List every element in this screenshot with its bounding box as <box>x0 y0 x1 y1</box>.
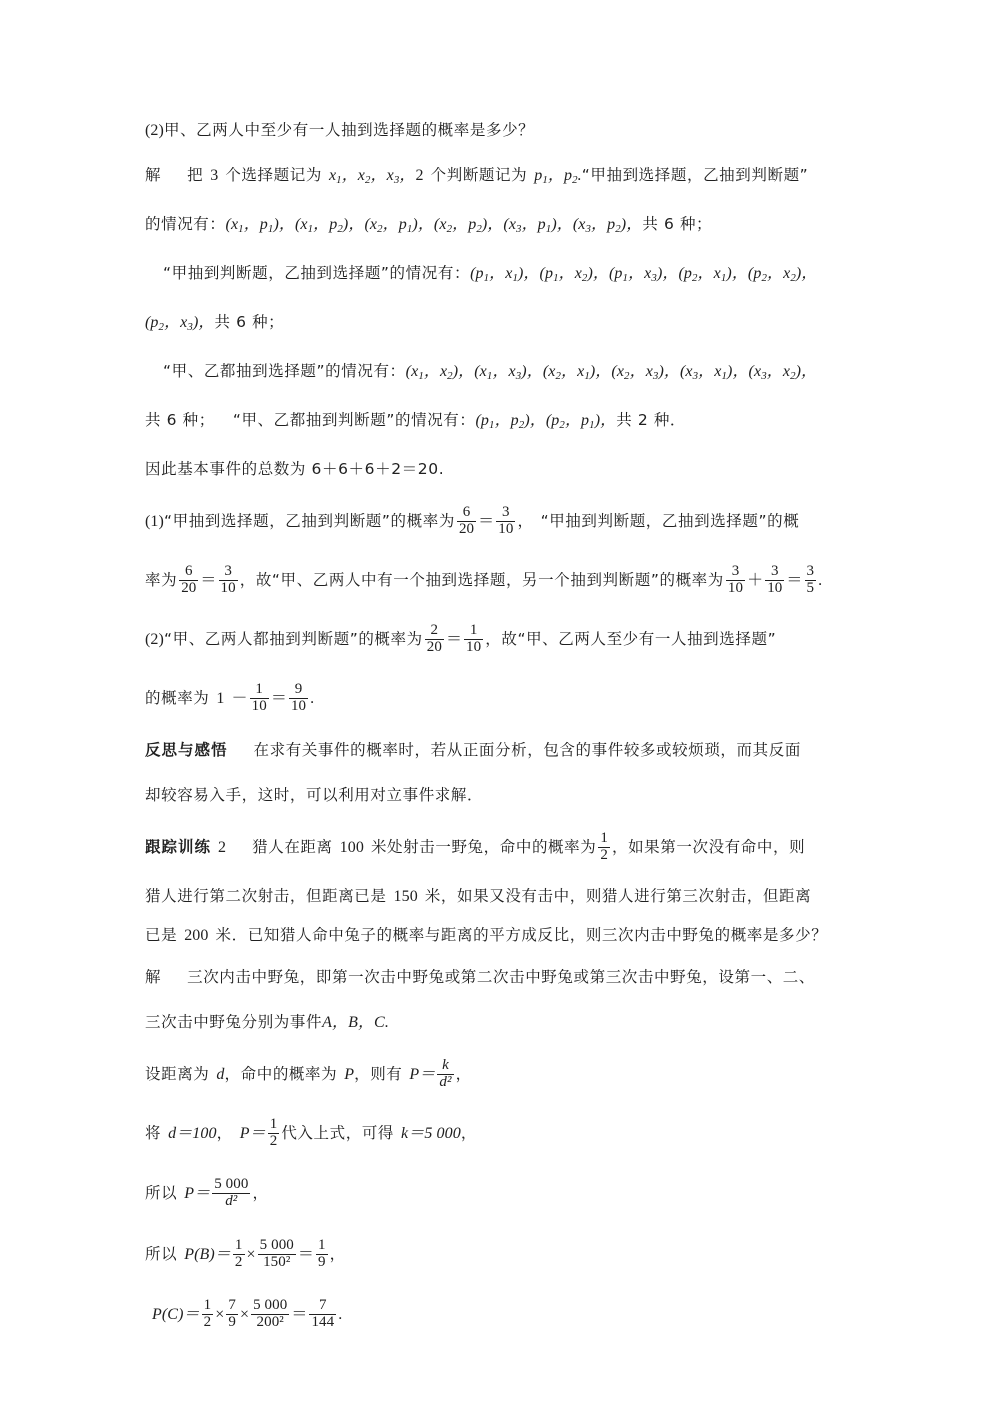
sol1-l1-n2: 2 <box>415 167 424 184</box>
fraction-numerator: 3 <box>496 505 515 522</box>
fraction-numerator: 1 <box>234 1237 243 1254</box>
ans2-one: 1 <box>216 690 225 708</box>
ans1-c: 率为 <box>145 571 178 590</box>
fraction-denominator: 20 <box>458 520 475 537</box>
sol2-l5-P: P＝ <box>184 1185 211 1203</box>
ans1-eq3: ＝ <box>786 572 803 590</box>
fraction-3-10 <box>496 505 515 537</box>
sol2-l4-k: k＝5 000 <box>401 1125 461 1143</box>
sol2-l4-P: P＝ <box>239 1125 266 1143</box>
fraction-denominator: 5 <box>806 579 815 596</box>
fraction-5000-d2 <box>212 1177 250 1209</box>
sol2-l4-a: 将 <box>145 1124 162 1143</box>
sol2-l7-period: . <box>338 1306 343 1324</box>
fraction-denominator: 10 <box>251 697 267 714</box>
ans2-b: ，故“甲、乙两人至少有一人抽到选择题” <box>485 630 777 649</box>
reflection-label: 反思与感悟 <box>145 741 228 760</box>
practice-l3-n: 200 <box>184 927 209 945</box>
practice-l2-n: 150 <box>393 888 418 906</box>
answer-1-number: (1) <box>145 513 164 531</box>
fraction-k-d2 <box>437 1058 453 1090</box>
ans2-eq2: ＝ <box>270 690 287 708</box>
sol2-l4-d: d＝100 <box>168 1125 217 1143</box>
fraction-numerator: 3 <box>806 563 815 580</box>
sol1-l3-pairs: ($p_1$，$x_1$)，($p_1$，$x_2$)，($p_1$，$x_3$)，($p_2$，$x_1$)，($p_2$，$x_2$)， <box>470 265 818 285</box>
sol2-l2-a: 三次击中野兔分别为事件 <box>145 1013 323 1032</box>
practice-l1-n: 100 <box>339 839 364 857</box>
fraction-3-10-c <box>726 564 745 596</box>
sol1-l6-b: “甲、乙都抽到判断题”的情况有： <box>232 411 476 430</box>
fraction-numerator: 1 <box>203 1297 212 1314</box>
sol1-l3-a: “甲抽到判断题，乙抽到选择题”的情况有： <box>163 264 471 283</box>
sol1-l1-vars: $x_1$，$x_2$，$x_3$， <box>328 167 416 187</box>
solution-2-line-5 <box>145 1163 855 1224</box>
fraction-numerator: 5 000 <box>214 1176 249 1193</box>
sol2-l3-c: ，则有 <box>354 1065 403 1084</box>
ans1-b: “甲抽到判断题，乙抽到选择题”的概 <box>540 512 800 531</box>
ans1-eq1: ＝ <box>478 513 495 531</box>
fraction-numerator: 3 <box>219 564 238 581</box>
solution-2-label: 解 <box>145 968 162 987</box>
sol1-l5-a: “甲、乙都抽到选择题”的情况有： <box>163 362 406 381</box>
fraction-7-144 <box>309 1298 336 1330</box>
fraction-numerator: 1 <box>600 830 608 847</box>
sol2-l7-t1: × <box>215 1306 225 1324</box>
answer-1-line-2 <box>145 551 855 610</box>
ans2-c: 的概率为 <box>145 689 210 708</box>
fraction-numerator: 1 <box>269 1116 278 1133</box>
sol1-l1-a: 把 <box>187 166 204 184</box>
reflection-line-2 <box>145 773 855 818</box>
practice-l2-b: 米，如果又没有击中，则猎人进行第三次射击，但距离 <box>424 887 812 906</box>
fraction-5000-200sq <box>251 1298 289 1330</box>
solution-1-line-4 <box>145 300 855 349</box>
sol1-l1-n3: 3 <box>210 167 219 184</box>
fraction-1-2 <box>598 831 610 863</box>
fraction-numerator: 5 000 <box>259 1237 294 1254</box>
solution-1-line-7 <box>145 447 855 492</box>
fraction-denominator: 9 <box>228 1313 236 1330</box>
fraction-denominator: d² <box>225 1192 238 1209</box>
sol2-l5-comma: ， <box>252 1184 269 1203</box>
practice-l1-b: 米处射击一野兔，命中的概率为 <box>370 838 597 857</box>
fraction-6-20-b <box>179 564 198 596</box>
fraction-7-9 <box>226 1298 238 1330</box>
sol2-l3-d: d <box>216 1066 225 1084</box>
sol2-l5-a: 所以 <box>145 1184 178 1203</box>
solution-2-line-6 <box>145 1224 855 1285</box>
sol1-l6-pairs: ($p_1$，$p_2$)，($p_2$，$p_1$)， <box>475 412 617 432</box>
ans1-period: . <box>818 572 823 590</box>
ans1-a: “甲抽到选择题，乙抽到判断题”的概率为 <box>163 512 455 531</box>
fraction-numerator: 9 <box>289 682 308 699</box>
page-content <box>145 108 855 1345</box>
fraction-numerator: 2 <box>425 623 444 640</box>
practice-l3-a: 已是 <box>145 926 178 945</box>
sol2-l4-comma1: ， <box>216 1124 233 1143</box>
fraction-numerator: 1 <box>250 682 269 699</box>
practice-l2-a: 猎人进行第二次射击，但距离已是 <box>145 887 387 906</box>
sol2-l6-comma: ， <box>329 1245 346 1264</box>
fraction-numerator: k <box>437 1058 453 1075</box>
sol2-l6-eq: ＝ <box>297 1246 314 1264</box>
practice-label: 跟踪训练 <box>145 838 212 857</box>
fraction-3-10-d <box>765 564 784 596</box>
fraction-denominator: 2 <box>203 1313 212 1330</box>
fraction-1-10-b <box>250 682 269 714</box>
practice-l1-c: ，如果第一次没有命中，则 <box>611 838 806 857</box>
solution-1-line-2 <box>145 202 855 251</box>
fraction-denominator: d² <box>439 1073 452 1090</box>
fraction-denominator: 20 <box>181 579 197 596</box>
solution-1-line-5 <box>145 349 855 398</box>
sol1-l6-c: 共 2 种． <box>616 411 687 430</box>
fraction-denominator: 10 <box>290 697 307 714</box>
reflection-l1: 在求有关事件的概率时，若从正面分析，包含的事件较多或较烦琐，而其反面 <box>253 741 801 760</box>
fraction-denominator: 20 <box>426 638 442 655</box>
fraction-numerator: 3 <box>726 564 745 581</box>
sol2-l7-eq: ＝ <box>291 1306 308 1324</box>
sol2-l4-comma2: ， <box>460 1124 477 1143</box>
sol1-l5-pairs: ($x_1$，$x_2$)，($x_1$，$x_3$)，($x_2$，$x_1$)，($x_2$，$x_3$)，($x_3$，$x_1$)，($x_3$，$x_2$)， <box>405 363 818 383</box>
fraction-denominator: 10 <box>498 520 514 537</box>
sol2-l2-vars: A，B，C. <box>322 1014 389 1032</box>
fraction-denominator: 10 <box>466 638 482 655</box>
answer-1-line-1 <box>145 492 855 551</box>
sol1-l4-pairs: ($p_2$，$x_3$)， <box>145 314 215 334</box>
fraction-denominator: 150² <box>263 1253 291 1270</box>
fraction-1-10 <box>464 623 483 655</box>
ans1-plus: ＋ <box>747 572 764 590</box>
sol2-l6-P: P(B)＝ <box>184 1246 231 1264</box>
practice-line-1 <box>145 818 855 877</box>
solution-label: 解 <box>145 166 162 184</box>
fraction-numerator: 1 <box>464 623 483 640</box>
fraction-denominator: 144 <box>311 1313 335 1330</box>
sol1-l6-a: 共 6 种； <box>145 411 215 430</box>
fraction-numerator: 7 <box>309 1298 336 1315</box>
fraction-5000-150sq <box>258 1238 296 1270</box>
sol2-l6-a: 所以 <box>145 1245 178 1264</box>
reflection-l2: 却较容易入手，这时，可以利用对立事件求解． <box>145 786 484 805</box>
practice-line-2 <box>145 877 855 916</box>
answer-2-line-2 <box>145 669 855 728</box>
sol1-l7: 因此基本事件的总数为 6＋6＋6＋2＝20. <box>145 460 445 479</box>
fraction-3-10-b <box>219 564 238 596</box>
question-2-text: 甲、乙两人中至少有一人抽到选择题的概率是多少？ <box>163 121 535 139</box>
solution-2-line-2 <box>145 1000 855 1045</box>
practice-l3-b: 米．已知猎人命中兔子的概率与距离的平方成反比，则三次内击中野兔的概率是多少？ <box>215 926 828 945</box>
fraction-denominator: 10 <box>727 579 744 596</box>
sol1-l1-b: 个选择题记为 <box>225 166 322 184</box>
fraction-6-20 <box>457 505 476 537</box>
reflection-line-1 <box>145 728 855 773</box>
question-2-number: (2) <box>145 122 164 139</box>
solution-2-line-3 <box>145 1045 855 1104</box>
solution-2-line-4 <box>145 1104 855 1163</box>
fraction-denominator: 2 <box>269 1132 278 1149</box>
sol2-l7-P: P(C)＝ <box>152 1306 200 1324</box>
fraction-denominator: 10 <box>767 579 783 596</box>
fraction-numerator: 3 <box>765 564 784 581</box>
fraction-9-10 <box>289 682 308 714</box>
fraction-denominator: 2 <box>234 1253 243 1270</box>
question-2-line <box>145 108 855 153</box>
practice-l1-a: 猎人在距离 <box>252 838 333 857</box>
answer-2-number: (2) <box>145 631 164 649</box>
ans1-comma1: ， <box>517 512 534 531</box>
fraction-1-2-b <box>268 1117 280 1149</box>
sol2-l3-a: 设距离为 <box>145 1065 210 1084</box>
sol2-l3-comma: ， <box>455 1065 472 1084</box>
solution-2-line-1 <box>145 955 855 1000</box>
sol2-l6-times: × <box>246 1246 256 1264</box>
sol2-l3-b: ，命中的概率为 <box>224 1065 338 1084</box>
sol1-l2-pairs: ($x_1$，$p_1$)，($x_1$，$p_2$)，($x_2$，$p_1$)，($x_2$，$p_2$)，($x_3$，$p_1$)，($x_3$，$p_2$)， <box>225 216 643 236</box>
fraction-denominator: 200² <box>256 1313 284 1330</box>
fraction-1-9 <box>316 1238 328 1270</box>
sol2-l3-P: P <box>344 1066 355 1084</box>
sol1-l1-vars2: $p_1$，$p_2$. <box>534 167 582 187</box>
sol1-l1-d: “甲抽到选择题，乙抽到判断题” <box>581 166 809 184</box>
fraction-1-2-c <box>233 1238 245 1270</box>
practice-number: 2 <box>218 839 227 857</box>
ans2-eq1: ＝ <box>445 631 463 649</box>
sol2-l1: 三次内击中野兔，即第一次击中野兔或第二次击中野兔或第三次击中野兔，设第一、二、 <box>187 968 816 987</box>
fraction-numerator: 6 <box>457 505 476 522</box>
solution-1-line-6 <box>145 398 855 447</box>
fraction-numerator: 1 <box>318 1237 326 1254</box>
fraction-3-5 <box>805 564 817 596</box>
sol1-l1-c: 个判断题记为 <box>430 166 528 184</box>
sol2-l7-t2: × <box>239 1306 250 1324</box>
ans2-minus: － <box>231 690 248 708</box>
fraction-numerator: 5 000 <box>253 1297 288 1314</box>
sol1-l2-b: 共 6 种； <box>642 215 713 234</box>
ans1-eq2: ＝ <box>200 572 217 590</box>
fraction-denominator: 2 <box>600 846 608 863</box>
ans1-d: ，故“甲、乙两人中有一个抽到选择题，另一个抽到判断题”的概率为 <box>239 571 724 590</box>
solution-1-line-1 <box>145 153 855 202</box>
solution-1-line-3 <box>145 251 855 300</box>
ans2-period: . <box>310 690 315 708</box>
fraction-numerator: 6 <box>179 564 198 581</box>
fraction-denominator: 10 <box>220 579 236 596</box>
fraction-denominator: 9 <box>318 1253 326 1270</box>
sol1-l4-b: 共 6 种； <box>214 313 285 332</box>
solution-2-line-7 <box>145 1285 855 1345</box>
fraction-1-2-d <box>202 1298 214 1330</box>
sol1-l2-a: 的情况有： <box>145 215 226 234</box>
answer-2-line-1 <box>145 610 855 669</box>
fraction-2-20 <box>425 623 444 655</box>
ans2-a: “甲、乙两人都抽到判断题”的概率为 <box>163 630 423 649</box>
fraction-numerator: 7 <box>228 1297 236 1314</box>
sol2-l4-b: 代入上式，可得 <box>281 1124 395 1143</box>
sol2-l3-eq-lhs: P＝ <box>409 1066 436 1084</box>
practice-line-3 <box>145 916 855 955</box>
